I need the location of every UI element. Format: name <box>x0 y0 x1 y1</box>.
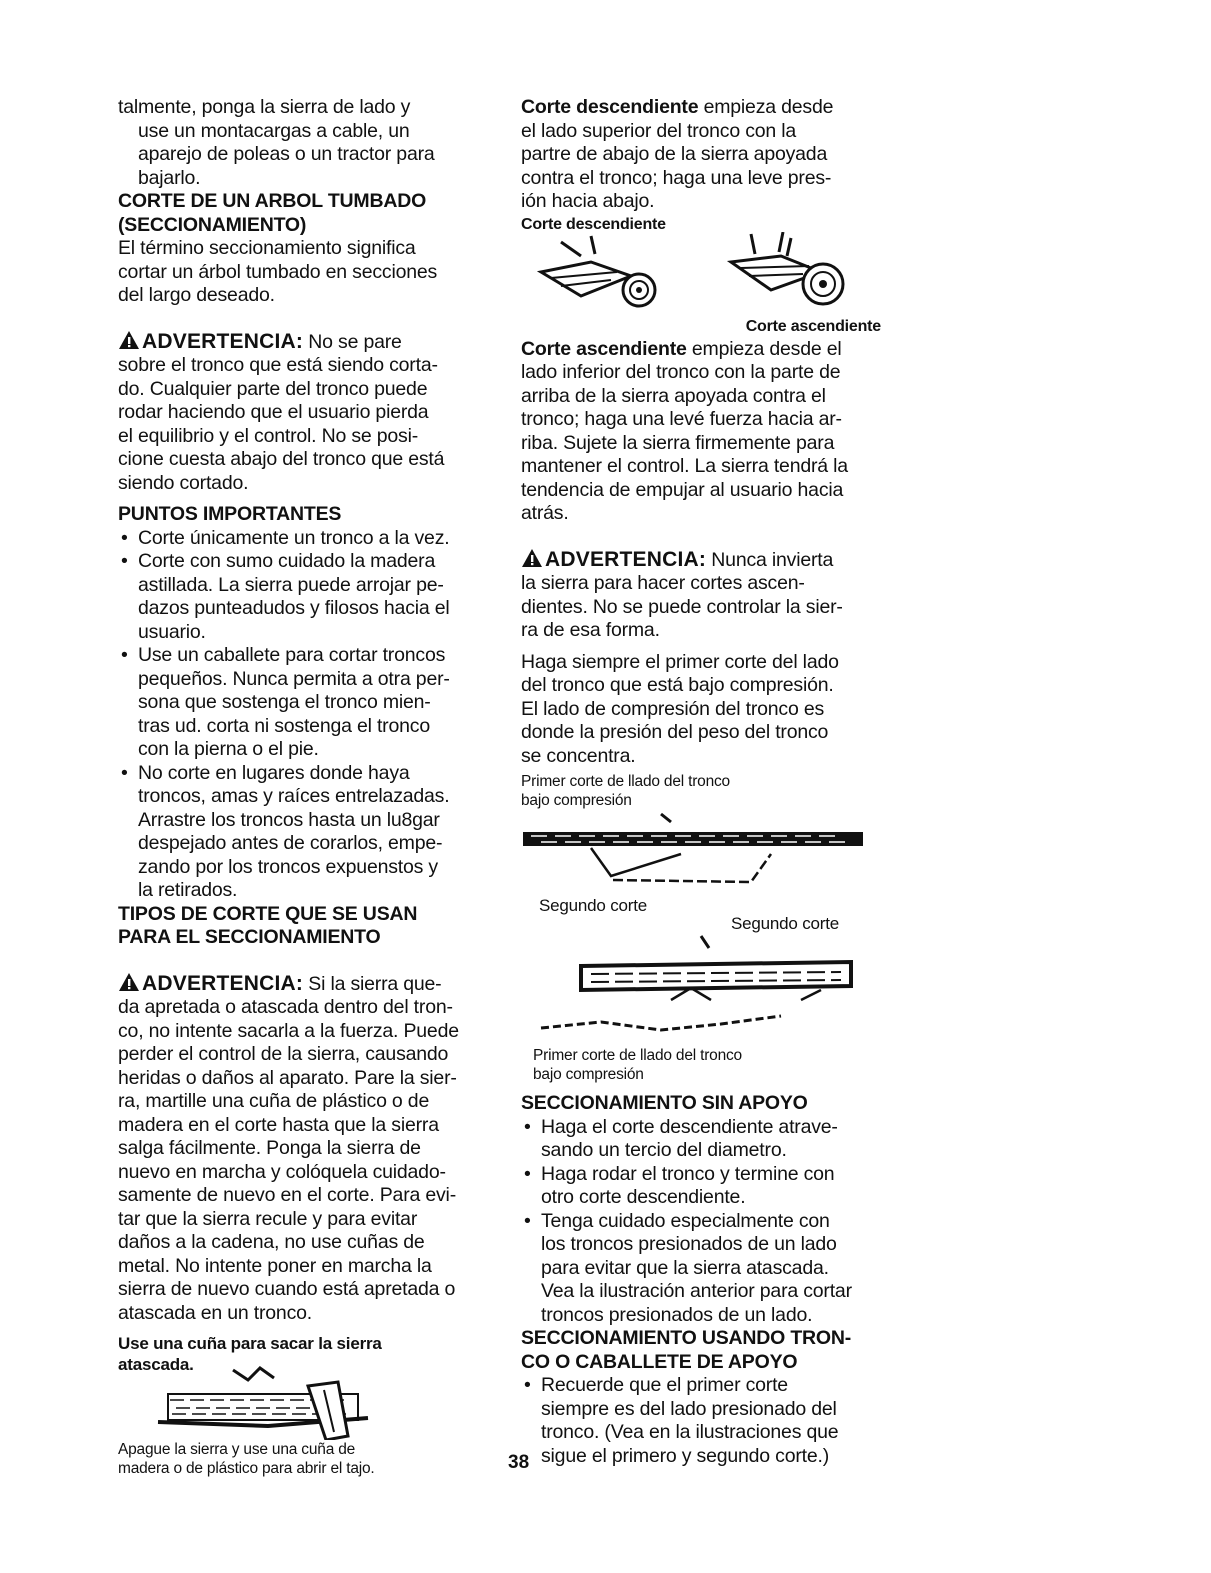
page-number: 38 <box>508 1452 530 1473</box>
text-line: tendencia de empujar al usuario hacia <box>521 478 844 501</box>
cut-types-illustration <box>521 232 901 314</box>
text-line: co, no intente sacarla a la fuerza. Puede <box>118 1019 459 1042</box>
text-run: empieza desde <box>698 96 834 118</box>
figure-caption: bajo compresión <box>521 792 632 809</box>
warning-title: ADVERTENCIA: <box>545 547 707 571</box>
definition-paragraph <box>118 237 496 308</box>
figure-label: Segundo corte <box>731 914 839 933</box>
bullet-list <box>521 1116 901 1328</box>
text-line: se concentra. <box>521 744 636 767</box>
top-compression-illustration <box>521 810 901 890</box>
text-line: cione cuesta abajo del tronco que está <box>118 448 445 470</box>
warning-block <box>521 548 901 643</box>
text-line: tronco; haga una levé fuerza hacia ar- <box>521 408 842 430</box>
text-line: samente de nuevo en el corte. Para evi- <box>118 1184 456 1206</box>
list-item: • Haga el corte descendiente atrave- sando un tercio del diametro. <box>521 1116 901 1163</box>
upward-cut-paragraph <box>521 338 901 526</box>
text-line: donde la presión del peso del tronco <box>521 721 829 743</box>
section-heading: PARA EL SECCIONAMIENTO <box>118 926 381 948</box>
warning-text: No se pare <box>308 330 402 353</box>
right-column <box>521 96 901 1468</box>
text-line: dientes. No se puede controlar la sier- <box>521 595 843 618</box>
figure-caption: madera o de plástico para abrir el tajo. <box>118 1460 375 1477</box>
text-line: el lado superior del tronco con la <box>521 119 797 142</box>
text-line: Haga siempre el primer corte del lado <box>521 650 839 673</box>
text-line: siendo cortado. <box>118 471 249 494</box>
text-line: el equilibrio y el control. No se posi- <box>118 424 419 447</box>
warning-icon <box>521 548 543 568</box>
warning-icon <box>118 972 140 992</box>
text-line: El término seccionamiento significa <box>118 237 416 259</box>
text-line: daños a la cadena, no use cuñas de <box>118 1231 425 1253</box>
text-line: madera en el corte hasta que la sierra <box>118 1113 439 1136</box>
section-heading: TIPOS DE CORTE QUE SE USAN <box>118 902 418 925</box>
compression-paragraph <box>521 651 901 769</box>
list-item: • Corte únicamente un tronco a la vez. <box>118 527 496 551</box>
downward-cut-paragraph <box>521 96 901 214</box>
text-line: aparejo de poleas o un tractor para <box>138 143 435 165</box>
warning-icon <box>118 330 140 350</box>
section-heading: (SECCIONAMIENTO) <box>118 213 307 236</box>
list-item: • Haga rodar el tronco y termine con otro corte descendiente. <box>521 1163 901 1210</box>
list-item: • Use un caballete para cortar troncos pequeños. Nunca permita a otra per- sona que sostenga el tronco mien- tras ud. corta ni sostenga el tronco con la pierna o el pie. <box>118 644 496 762</box>
warning-text: Si la sierra que- <box>308 972 442 995</box>
figure-title: Use una cuña para sacar la sierra <box>118 1334 382 1353</box>
compression-figure-bottom <box>521 914 901 1084</box>
list-item: • Recuerde que el primer corte siempre es del lado presionado del tronco. (Vea en la ilustraciones que sigue el primero y segundo corte.) <box>521 1374 901 1468</box>
text-line: cortar un árbol tumbado en secciones <box>118 260 438 283</box>
bullet-list <box>118 527 496 903</box>
term-bold: Corte descendiente <box>521 96 699 118</box>
left-column <box>118 96 496 1478</box>
intro-paragraph <box>118 96 496 190</box>
list-item: • Corte con sumo cuidado la madera astillada. La sierra puede arrojar pe- dazos punteadudos y filosos hacia el usuario. <box>118 550 496 644</box>
list-item: • Tenga cuidado especialmente con los troncos presionados de un lado para evitar que la sierra atascada. Vea la ilustración anterior para cortar troncos presionados de un lado. <box>521 1210 901 1328</box>
text-line: perder el control de la sierra, causando <box>118 1043 449 1065</box>
wedge-illustration <box>148 1356 408 1440</box>
text-line: ión hacia abajo. <box>521 190 655 212</box>
bottom-compression-illustration <box>521 930 901 1048</box>
section-heading: PUNTOS IMPORTANTES <box>118 503 342 525</box>
text-line: rodar haciendo que el usuario pierda <box>118 401 429 423</box>
warning-block <box>118 330 496 496</box>
text-line: riba. Sujete la sierra firmemente para <box>521 431 835 454</box>
text-line: del largo deseado. <box>118 284 275 306</box>
text-line: nuevo en marcha y colóquela cuidado- <box>118 1160 446 1183</box>
text-line: ra de esa forma. <box>521 619 660 641</box>
section-heading: CORTE DE UN ARBOL TUMBADO <box>118 190 427 212</box>
text-line: use un montacargas a cable, un <box>138 119 410 142</box>
text-line: metal. No intente poner en marcha la <box>118 1254 432 1277</box>
figure-caption: Primer corte de llado del tronco <box>533 1047 742 1064</box>
list-item: • No corte en lugares donde haya troncos, amas y raíces entrelazadas. Arrastre los troncos hasta un lu8gar despejado antes de corarlos, empe- zando por los troncos expuenstos y la retirados. <box>118 762 496 903</box>
warning-title: ADVERTENCIA: <box>142 329 304 353</box>
text-line: sobre el tronco que está siendo corta- <box>118 354 438 376</box>
bullet-list <box>521 1374 901 1468</box>
text-line: arriba de la sierra apoyada contra el <box>521 384 826 407</box>
text-line: El lado de compresión del tronco es <box>521 697 825 720</box>
figure-label: Segundo corte <box>539 896 647 915</box>
section-heading: SECCIONAMIENTO USANDO TRON- <box>521 1327 852 1349</box>
figure-caption: Apague la sierra y use una cuña de <box>118 1441 356 1458</box>
text-line: contra el tronco; haga una leve pres- <box>521 166 832 189</box>
compression-figure-top <box>521 772 901 914</box>
text-line: ra, martille una cuña de plástico o de <box>118 1090 430 1112</box>
figure-label: Corte descendiente <box>521 215 666 233</box>
figure-caption: bajo compresión <box>533 1066 644 1083</box>
warning-text: Nunca invierta <box>711 548 834 571</box>
text-line: tar que la sierra recule y para evitar <box>118 1207 418 1230</box>
text-line: mantener el control. La sierra tendrá la <box>521 455 848 477</box>
text-line: sierra de nuevo cuando está apretada o <box>118 1278 456 1300</box>
warning-block <box>118 972 496 1326</box>
figure-title: atascada. <box>118 1355 194 1374</box>
text-run: empieza desde el <box>686 337 842 360</box>
term-bold: Corte ascendiente <box>521 337 687 360</box>
text-line: salga fácilmente. Ponga la sierra de <box>118 1137 421 1159</box>
text-line: do. Cualquier parte del tronco puede <box>118 377 428 400</box>
text-line: partre de abajo de la sierra apoyada <box>521 143 828 165</box>
wedge-figure <box>118 1333 496 1478</box>
text-line: la sierra para hacer cortes ascen- <box>521 572 805 594</box>
figure-caption: Primer corte de llado del tronco <box>521 773 730 790</box>
text-line: del tronco que está bajo compresión. <box>521 674 834 696</box>
text-line: lado inferior del tronco con la parte de <box>521 361 841 383</box>
section-heading: SECCIONAMIENTO SIN APOYO <box>521 1092 808 1114</box>
text-line: atrás. <box>521 502 569 524</box>
warning-title: ADVERTENCIA: <box>142 971 304 995</box>
text-line: atascada en un tronco. <box>118 1301 312 1324</box>
text-line: talmente, ponga la sierra de lado y <box>118 96 411 118</box>
text-line: bajarlo. <box>138 166 201 189</box>
figure-label: Corte ascendiente <box>745 317 881 335</box>
text-line: da apretada o atascada dentro del tron- <box>118 996 453 1018</box>
cut-types-figure <box>521 214 901 334</box>
text-line: heridas o daños al aparato. Pare la sier- <box>118 1066 457 1089</box>
section-heading: CO O CABALLETE DE APOYO <box>521 1350 798 1373</box>
